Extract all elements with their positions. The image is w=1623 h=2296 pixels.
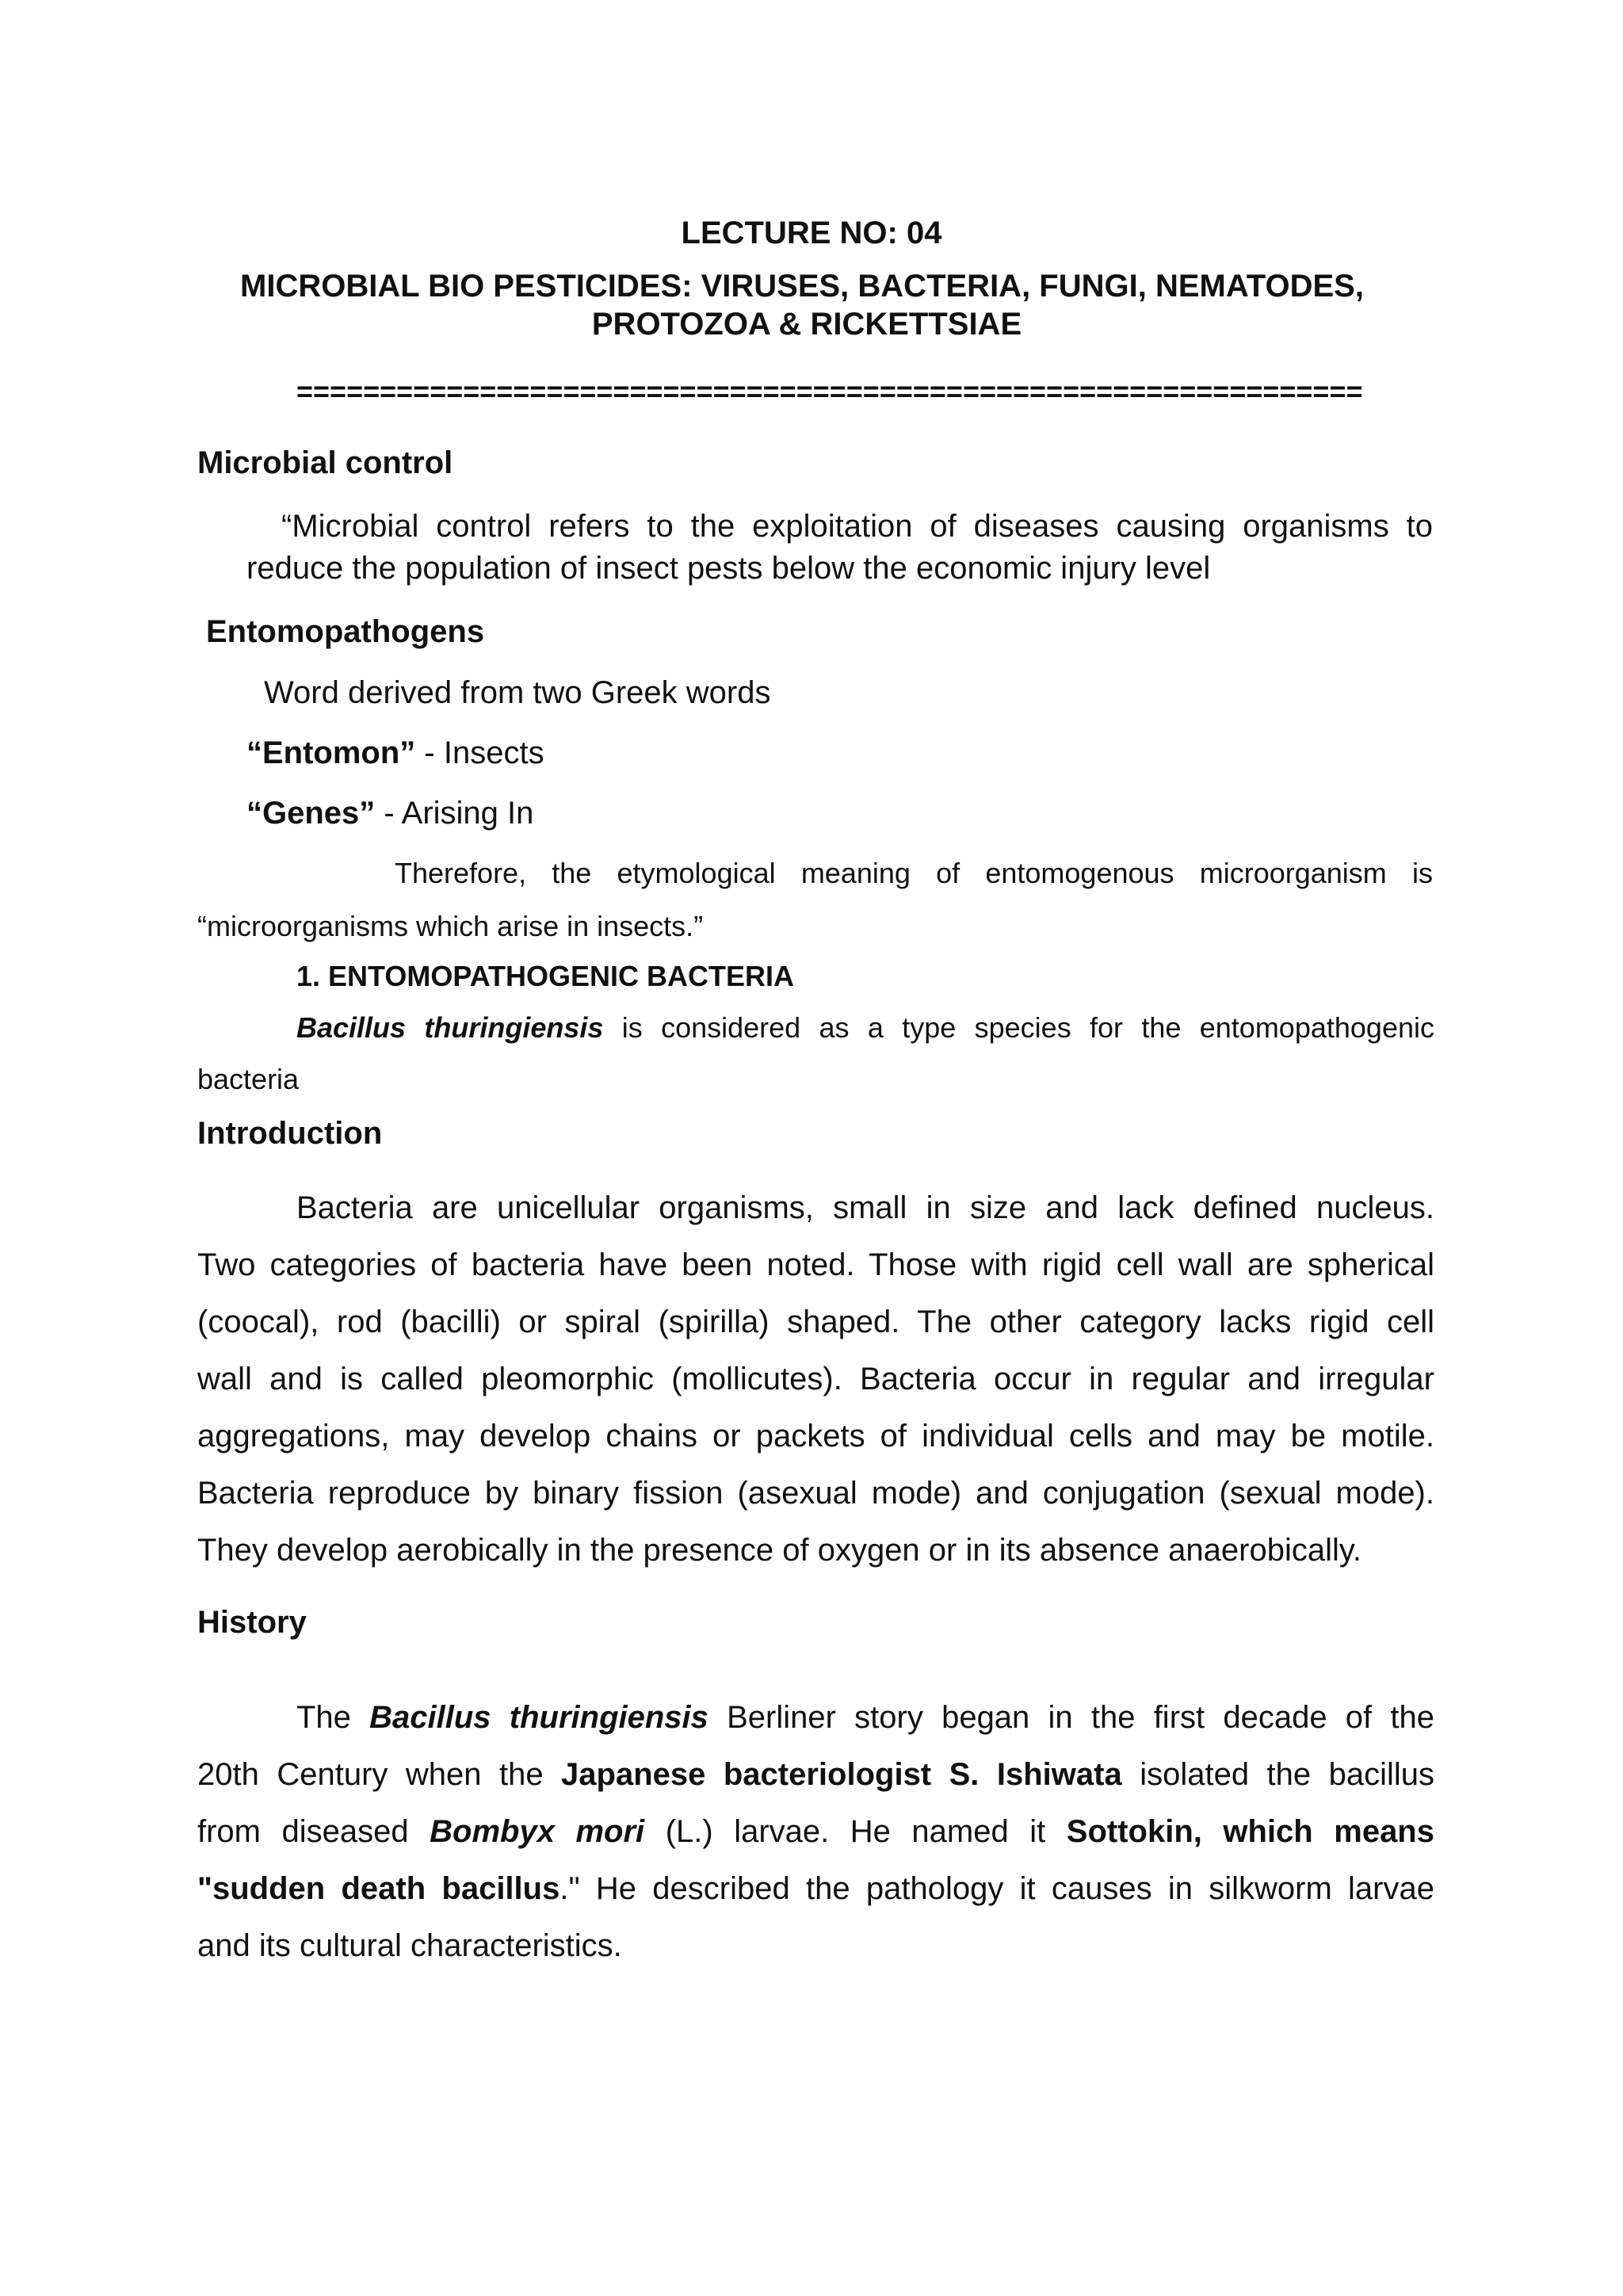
history-line [197,1755,1434,1794]
entomopathogens-intro: Word derived from two Greek words [264,675,771,710]
introduction-line: (coocal), rod (bacilli) or spiral (spirilla) shaped. The other category lacks rigid cell [197,1305,1434,1339]
history-text: ." He described the pathology it causes in silkworm larvae [559,1871,1434,1906]
bt-type-species-text: is considered as a type species for the entomopathogenic [603,1011,1434,1044]
term-genes [246,794,533,832]
history-text: The [296,1700,370,1735]
introduction-line: aggregations, may develop chains or packets of individual cells and may be motile. [197,1419,1434,1454]
introduction-line: Bacteria are unicellular organisms, small in size and lack defined nucleus. [296,1190,1434,1225]
introduction-line: They develop aerobically in the presence of oxygen or in its absence anaerobically. [197,1533,1362,1568]
lecture-title-line1: MICROBIAL BIO PESTICIDES: VIRUSES, BACTERIA, FUNGI, NEMATODES, [240,269,1364,304]
bt-type-species-line1 [296,1010,1434,1045]
history-text: isolated the bacillus [1121,1757,1435,1792]
etymology-line1: Therefore, the etymological meaning of entomogenous microorganism is [395,857,1433,889]
history-line [197,1870,1434,1908]
lecture-title-line2: PROTOZOA & RICKETTSIAE [591,307,1022,342]
history-sudden-death: "sudden death bacillus [197,1871,560,1906]
microbial-control-quote-line1: “Microbial control refers to the exploitation of diseases causing organisms to [281,509,1433,544]
introduction-line: Two categories of bacteria have been noted. Those with rigid cell wall are spherical [197,1247,1434,1282]
history-line [296,1698,1434,1736]
term-entomon-definition: - Insects [415,735,544,770]
history-line: and its cultural characteristics. [197,1928,622,1963]
history-heading: History [197,1605,307,1640]
history-bt-name: Bacillus thuringiensis [369,1700,708,1735]
history-line [197,1813,1434,1851]
separator-line: ================================================================ [296,375,1363,407]
history-ishiwata: Japanese bacteriologist S. Ishiwata [561,1757,1122,1792]
bt-type-species-line2: bacteria [197,1063,300,1095]
history-text: from diseased [197,1814,430,1849]
introduction-line: Bacteria reproduce by binary fission (asexual mode) and conjugation (sexual mode). [197,1476,1434,1511]
introduction-heading: Introduction [197,1116,383,1151]
term-entomon [246,734,544,772]
bt-species-name: Bacillus thuringiensis [296,1011,604,1044]
entomopathogenic-bacteria-heading: 1. ENTOMOPATHOGENIC BACTERIA [296,960,795,992]
term-genes-word: “Genes” [246,796,376,831]
microbial-control-heading: Microbial control [197,445,453,480]
lecture-number: LECTURE NO: 04 [681,216,942,250]
history-bombyx-mori: Bombyx mori [430,1814,645,1849]
etymology-line2: “microorganisms which arise in insects.” [197,910,704,942]
introduction-line: wall and is called pleomorphic (mollicutes). Bacteria occur in regular and irregular [197,1362,1434,1396]
history-sottokin: Sottokin, which means [1066,1814,1434,1849]
microbial-control-quote-line2: reduce the population of insect pests below the economic injury level [246,551,1211,586]
entomopathogens-heading: Entomopathogens [206,614,485,649]
history-text: Berliner story began in the first decade of the [708,1700,1434,1735]
history-text: 20th Century when the [197,1757,562,1792]
history-text: (L.) larvae. He named it [644,1814,1067,1849]
term-genes-definition: - Arising In [375,796,534,831]
term-entomon-word: “Entomon” [246,735,416,770]
